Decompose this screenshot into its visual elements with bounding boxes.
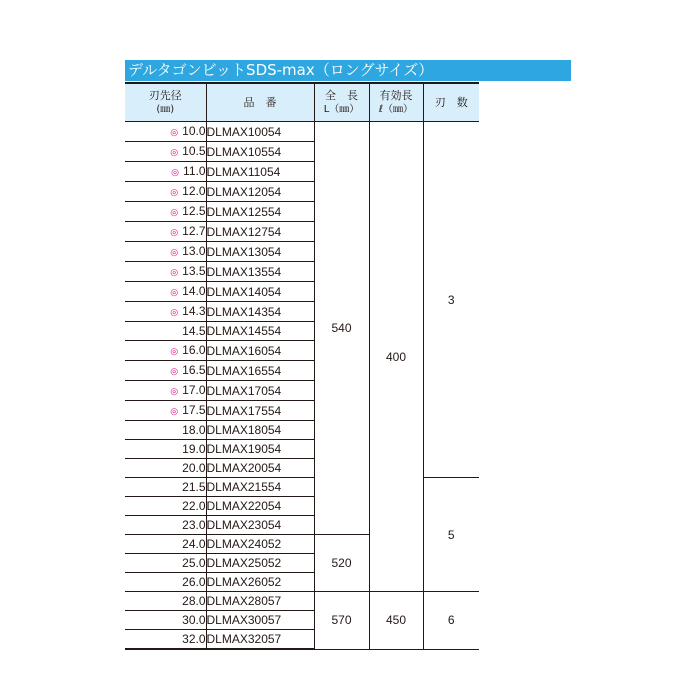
diameter-cell [125, 592, 206, 611]
stock-mark-icon: ◎ [171, 167, 180, 177]
header-diameter-label: 刃先径 [148, 88, 182, 102]
diameter-cell [125, 478, 206, 497]
flutes-cell: 3 [423, 122, 479, 478]
part-number-cell: DLMAX12754 [206, 222, 314, 242]
part-number-cell: DLMAX13054 [206, 242, 314, 262]
diameter-cell [125, 611, 206, 630]
diameter-value: 21.5 [182, 480, 206, 494]
part-number-cell: DLMAX12054 [206, 182, 314, 202]
diameter-cell [125, 361, 206, 381]
diameter-value: 11.0 [183, 164, 206, 178]
diameter-cell [125, 554, 206, 573]
diameter-value: 22.0 [182, 499, 206, 513]
flutes-cell: 6 [423, 592, 479, 650]
header-length-label: 全 長 [325, 88, 358, 102]
stock-mark-icon: ◎ [170, 307, 179, 317]
length-cell: 520 [314, 535, 369, 592]
diameter-cell [125, 322, 206, 341]
spec-table [125, 82, 479, 650]
header-effective-length [369, 83, 423, 122]
diameter-value: 12.0 [182, 184, 206, 198]
diameter-cell [125, 497, 206, 516]
length-cell: 540 [314, 122, 369, 535]
diameter-cell [125, 142, 206, 162]
flutes-cell: 5 [423, 478, 479, 592]
diameter-value: 25.0 [182, 556, 206, 570]
part-number-cell: DLMAX32057 [206, 630, 314, 650]
stock-mark-icon: ◎ [170, 406, 179, 416]
header-part-no: 品 番 [206, 83, 314, 122]
part-number-cell: DLMAX10054 [206, 122, 314, 142]
diameter-value: 32.0 [182, 632, 206, 646]
part-number-cell: DLMAX10554 [206, 142, 314, 162]
table-title: デルタゴンビットSDS-max（ロングサイズ） [125, 60, 571, 81]
stock-mark-icon: ◎ [170, 127, 179, 137]
part-number-cell: DLMAX30057 [206, 611, 314, 630]
diameter-cell [125, 573, 206, 592]
diameter-value: 20.0 [182, 461, 206, 475]
diameter-cell [125, 401, 206, 421]
part-number-cell: DLMAX16554 [206, 361, 314, 381]
stock-mark-icon: ◎ [170, 227, 179, 237]
stock-mark-icon: ◎ [170, 366, 179, 376]
diameter-cell [125, 182, 206, 202]
table-row [125, 592, 479, 611]
header-length-unit: L（㎜） [323, 103, 360, 115]
header-effective-length-label: 有効長 [379, 88, 413, 102]
spec-table-body [125, 122, 479, 650]
header-length [314, 83, 369, 122]
part-number-cell: DLMAX23054 [206, 516, 314, 535]
diameter-value: 17.0 [182, 383, 206, 397]
diameter-value: 14.0 [182, 284, 206, 298]
diameter-cell [125, 341, 206, 361]
part-number-cell: DLMAX25052 [206, 554, 314, 573]
stock-mark-icon: ◎ [170, 207, 179, 217]
part-number-cell: DLMAX11054 [206, 162, 314, 182]
diameter-value: 17.5 [182, 403, 206, 417]
diameter-cell [125, 282, 206, 302]
diameter-value: 10.5 [182, 144, 206, 158]
stock-mark-icon: ◎ [170, 386, 179, 396]
diameter-cell [125, 222, 206, 242]
stock-mark-icon: ◎ [170, 287, 179, 297]
diameter-cell [125, 535, 206, 554]
diameter-value: 10.0 [182, 124, 206, 138]
diameter-cell [125, 630, 206, 650]
diameter-value: 12.5 [182, 204, 206, 218]
header-diameter [125, 83, 206, 122]
part-number-cell: DLMAX20054 [206, 459, 314, 478]
part-number-cell: DLMAX24052 [206, 535, 314, 554]
part-number-cell: DLMAX26052 [206, 573, 314, 592]
diameter-value: 13.5 [182, 264, 206, 278]
stock-mark-icon: ◎ [170, 346, 179, 356]
part-number-cell: DLMAX17554 [206, 401, 314, 421]
diameter-cell [125, 262, 206, 282]
diameter-value: 23.0 [182, 518, 206, 532]
table-row [125, 122, 479, 142]
part-number-cell: DLMAX12554 [206, 202, 314, 222]
diameter-value: 26.0 [182, 575, 206, 589]
diameter-value: 12.7 [182, 224, 206, 238]
stock-mark-icon: ◎ [170, 147, 179, 157]
part-number-cell: DLMAX22054 [206, 497, 314, 516]
diameter-cell [125, 440, 206, 459]
diameter-cell [125, 381, 206, 401]
length-cell: 570 [314, 592, 369, 650]
header-effective-length-unit: ℓ（㎜） [378, 103, 414, 115]
diameter-cell [125, 242, 206, 262]
part-number-cell: DLMAX14054 [206, 282, 314, 302]
part-number-cell: DLMAX14554 [206, 322, 314, 341]
part-number-cell: DLMAX13554 [206, 262, 314, 282]
effective-length-cell: 450 [369, 592, 423, 650]
diameter-cell [125, 162, 206, 182]
diameter-cell [125, 122, 206, 142]
diameter-value: 28.0 [182, 594, 206, 608]
diameter-cell [125, 302, 206, 322]
header-flutes: 刃 数 [423, 83, 479, 122]
diameter-value: 14.5 [182, 324, 206, 338]
diameter-value: 19.0 [182, 442, 206, 456]
diameter-value: 14.3 [182, 304, 206, 318]
part-number-cell: DLMAX16054 [206, 341, 314, 361]
diameter-value: 16.5 [182, 363, 206, 377]
stock-mark-icon: ◎ [170, 187, 179, 197]
header-row [125, 83, 479, 122]
stock-mark-icon: ◎ [170, 247, 179, 257]
part-number-cell: DLMAX14354 [206, 302, 314, 322]
diameter-value: 24.0 [182, 537, 206, 551]
part-number-cell: DLMAX17054 [206, 381, 314, 401]
part-number-cell: DLMAX18054 [206, 421, 314, 440]
part-number-cell: DLMAX28057 [206, 592, 314, 611]
header-diameter-unit: (㎜) [156, 103, 175, 115]
effective-length-cell: 400 [369, 122, 423, 592]
diameter-cell [125, 202, 206, 222]
diameter-value: 30.0 [182, 613, 206, 627]
diameter-cell [125, 516, 206, 535]
part-number-cell: DLMAX21554 [206, 478, 314, 497]
diameter-value: 18.0 [182, 423, 206, 437]
table-row [125, 478, 479, 497]
diameter-value: 13.0 [182, 244, 206, 258]
stock-mark-icon: ◎ [170, 267, 179, 277]
diameter-value: 16.0 [182, 343, 206, 357]
part-number-cell: DLMAX19054 [206, 440, 314, 459]
diameter-cell [125, 459, 206, 478]
diameter-cell [125, 421, 206, 440]
